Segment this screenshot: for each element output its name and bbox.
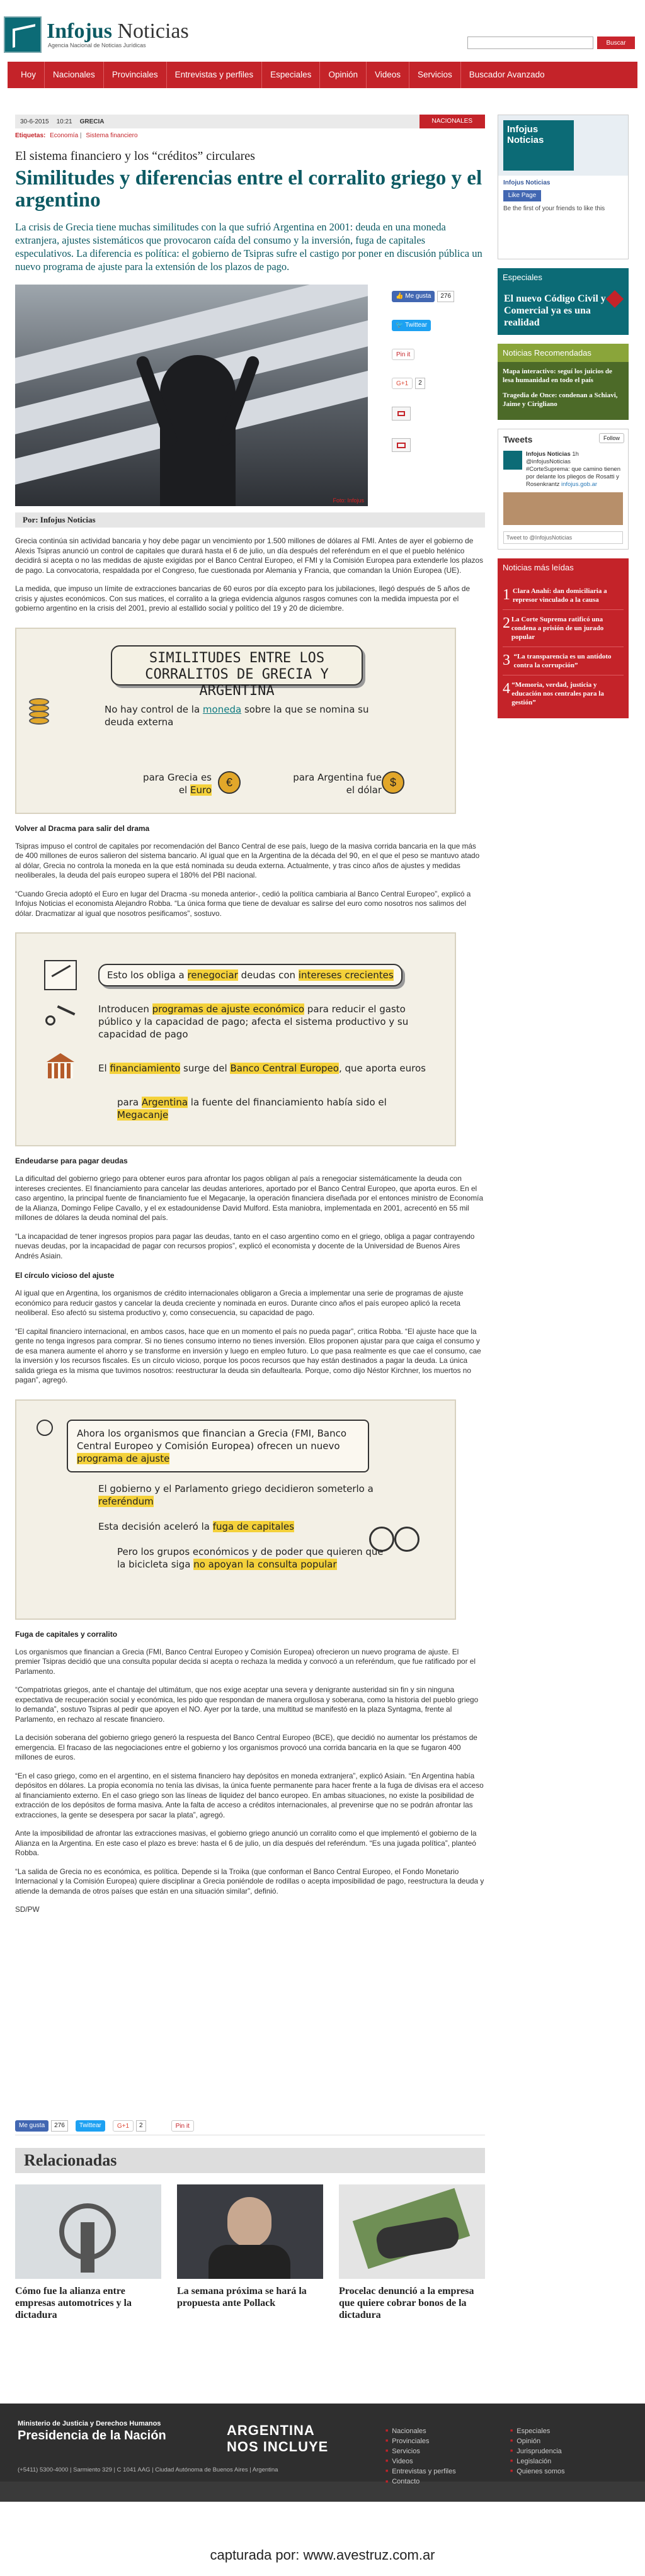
tags-line: Etiquetas: Economía | Sistema financiero xyxy=(15,132,138,139)
paragraph: La medida, que impuso un límite de extracciones bancarias de 60 euros por día excepto para los jubilaciones, llegó después de 5 años de crisis y ajustes económicos. Con sus matices, el corralito a la griega evidencia algunos rasgos comunes con la medida impuesta por el gobierno argentino en la crisis del 2001, previo al estallido social y político del 19 y 20 de diciembre. xyxy=(15,584,471,613)
related-title[interactable]: Procelac denunció a la empresa que quiere cobrar bonos de la dictadura xyxy=(339,2286,474,2320)
related-card[interactable] xyxy=(177,2184,323,2321)
site-header xyxy=(0,0,645,62)
tweet-button[interactable]: 🐦 Twittear xyxy=(392,320,431,331)
pointing-hand-icon xyxy=(37,1420,53,1436)
fb-like-button-bottom[interactable]: Me gusta xyxy=(15,2120,49,2132)
nav-servicios[interactable]: Servicios xyxy=(409,62,461,88)
logo-suffix: Noticias xyxy=(117,20,189,43)
footer-link[interactable]: ■ Videos xyxy=(385,2456,456,2466)
infographic-referendum: Ahora los organismos que financian a Grecia (FMI, Banco Central Europeo y Comisión Europea) ofrecen un nuevo programa de ajuste El gobierno y el Parlamento griego decidieron someterlo a referéndum Esta decisión aceleró la fuga de capitales Pero los grupos económicos y de poder que quieren que la bicicleta siga no apoyan la consulta popular xyxy=(15,1399,456,1620)
fb-like-count-bottom: 276 xyxy=(51,2120,68,2132)
section-badge[interactable]: NACIONALES xyxy=(420,115,485,128)
paragraph: “El capital financiero internacional, en ambos casos, hace que en un momento el país no pueda pagar”, critica Robba. “El ajuste hace que la gente no tenga ingresos para comprar. Si no tienes consumo interno no tienes inversión. Ellos proponen ajustar para que caiga el consumo y de esa manera aumente el ahorro y se transforme en inversión y luego en empleo futuro. Lo que pasa realmente es que cae el consumo, cae la inversión y los recursos fiscales. Es un círculo vicioso, porque los pocos recursos que hay están destinados a pagar la deuda. La única salida griega es la misma que tuvimos nosotros: reestructurar la deuda sin defaultearla. Porque, como dijo Néstor Kirchner, los muertos no pagan”, agregó. xyxy=(15,1326,481,1384)
infographic-similitudes: SIMILITUDES ENTRE LOS CORRALITOS DE GRECIA Y ARGENTINA No hay control de la moneda sobre la que se nomina su deuda externa para Grecia es el Euro € para Argentina fue el dólar $ xyxy=(15,628,456,814)
paragraph: La decisión soberana del gobierno griego generó la respuesta del Banco Central Europeo (BCE), que decidió no aumentar los préstamos de emergencia. El fracaso de las negociaciones entre el gobierno y los organismos provocó una corrida bancaria en la que se fugaron 400 millones de euros. xyxy=(15,1733,477,1761)
site-footer xyxy=(0,2404,645,2502)
logo-mark-icon xyxy=(4,16,42,53)
tweet-image[interactable] xyxy=(503,492,623,525)
chart-up-icon xyxy=(42,958,79,993)
gplus-button-bottom[interactable]: G+1 xyxy=(113,2120,134,2132)
article-title: Similitudes y diferencias entre el corralito griego y el argentino xyxy=(15,167,482,212)
paragraph: “La salida de Grecia no es económica, es política. Depende si la Troika (que conforman el Banco Central Europeo, el Fondo Monetario Internacional y la Comisión Europea) quiere disciplinar a Grecia poniéndole de rodillas o acepta imposibilidad de pago, reestructura la deuda y atiende la demanda de otros países que están en una situación similar”, definió. xyxy=(15,1867,484,1895)
paragraph: Los organismos que financian a Grecia (FMI, Banco Central Europeo y Comisión Europea) ofrecieron un nuevo programa de ajuste. El premier Tsipras decidió que una consulta popular decida si acepta o rechaza la medida y convocó a un referéndum, que fue ratificado por el Parlamento. xyxy=(15,1647,476,1676)
paragraph: Ante la imposibilidad de afrontar las extracciones masivas, el gobierno griego anunció un corralito como el que implementó el gobierno de la Alianza en la Argentina. En este caso el plazo es breve: hasta el 6 de julio, un día después del referéndum. “Es una jugada política”, planteó Robba. xyxy=(15,1829,477,1857)
tweets-heading: Tweets xyxy=(503,434,533,444)
section-heading: Endeudarse para pagar deudas xyxy=(15,1156,128,1165)
logo-tagline: Agencia Nacional de Noticias Jurídicas xyxy=(48,42,146,48)
print-icon[interactable] xyxy=(392,407,411,421)
tweet-button-bottom[interactable]: Twittear xyxy=(76,2120,105,2132)
facebook-widget xyxy=(498,115,629,259)
fb-like-page-button[interactable]: Like Page xyxy=(503,190,541,201)
paragraph: “En el caso griego, como en el argentino, en el sistema financiero hay depósitos en moneda extranjera”, explicó Asiain. “En Argentina había depósitos en dólares. La propia economía no tenía las divisas, la única fuente permanente para hacer frente a la fuga de divisas era el acceso al financiamiento externo. En el caso griego son las líneas de liquidez del banco europeo. En ambas situaciones, no existe la posibilidad de extracción de los depósitos de forma masiva. Ante la falta de acceso a créditos internacionales, al prevenirse que no se podrán afrontar las extracciones, la gente se desespera por sacar la plata”, agregó. xyxy=(15,1771,484,1819)
search-input[interactable] xyxy=(467,37,593,49)
tweet-link[interactable]: infojus.gob.ar xyxy=(561,481,598,488)
scissors-icon xyxy=(42,1004,79,1039)
article-section[interactable]: GRECIA xyxy=(79,118,105,125)
paragraph: Tsipras impuso el control de capitales por recomendación del Banco Central de ese país, luego de la masiva corrida bancaria en la que más de 400 millones de euros salieron del sistema bancario. Al igual que en la Argentina de la década del 90, en el que el peso se mantuvo atado al dólar, Grecia no controla la moneda en la que está nominada su deuda externa. Actualmente, y tras cinco años de ajustes y medidas neoliberales, la deuda del país europeo supera el 180% del PBI nacional. xyxy=(15,841,480,879)
footer-link[interactable]: ■ Jurisprudencia xyxy=(510,2446,565,2456)
recomendadas-box xyxy=(498,344,629,420)
related-heading: Relacionadas xyxy=(15,2148,485,2173)
bank-icon xyxy=(42,1051,79,1086)
footer-link[interactable]: ■ Especiales xyxy=(510,2426,565,2436)
infographic-title: SIMILITUDES ENTRE LOS CORRALITOS DE GRECIA Y ARGENTINA xyxy=(145,650,329,699)
article-kicker: El sistema financiero y los “créditos” circulares xyxy=(15,149,255,163)
footer-link[interactable]: ■ Entrevistas y perfiles xyxy=(385,2466,456,2477)
nav-especiales[interactable]: Especiales xyxy=(262,62,320,88)
main-nav xyxy=(8,62,637,88)
paragraph: Grecia continúa sin actividad bancaria y hoy debe pagar un vencimiento por 1.500 millones de dólares al FMI. Antes de ayer el gobierno de Alexis Tsipras anunció un control de capitales que durará hasta el 6 de julio, un día después del referéndum en el que el pueblo helénico decidirá si acepta o no las medidas de ajuste exigidas por el Banco Central Europeo, el FMI y la Comisión Europea para extenderle los plazos de pago. La convocatoria, respaldada por el Congreso, fue cuestionada por Alemania y Francia, que comandan la Unión Europea (UE). xyxy=(15,536,483,575)
article-photo[interactable] xyxy=(15,285,368,506)
nav-entrevistas[interactable]: Entrevistas y perfiles xyxy=(167,62,263,88)
footer-link[interactable]: ■ Nacionales xyxy=(385,2426,456,2436)
avatar[interactable] xyxy=(503,451,522,470)
footer-link[interactable]: ■ Opinión xyxy=(510,2436,565,2446)
mas-leida-item[interactable]: 3 “La transparencia es un antídoto contra la corrupción” xyxy=(503,647,624,675)
article-column xyxy=(15,115,485,1915)
section-heading: Fuga de capitales y corralito xyxy=(15,1629,118,1639)
email-icon[interactable] xyxy=(392,438,411,452)
related-image xyxy=(177,2184,323,2279)
article-lead: La crisis de Grecia tiene muchas similitudes con la que sufrió Argentina en 2001: deuda en una moneda extranjera, ajustes sistemáticos que provocaron caída del consumo y la inversión, fuga de capitales especulativos. La diferencia es política: el gobierno de Tsipras sufre el castigo por poner en discusión pública un nuevo programa de ajuste para la extensión de los plazos de pago. xyxy=(15,221,482,273)
fb-like-count: 276 xyxy=(437,291,454,302)
footer-link[interactable]: ■ Legislación xyxy=(510,2456,565,2466)
gplus-count: 2 xyxy=(415,378,425,389)
related-card[interactable] xyxy=(339,2184,485,2321)
footer-link[interactable]: ■ Quienes somos xyxy=(510,2466,565,2477)
gplus-button[interactable]: G+1 xyxy=(392,378,413,389)
twitter-widget xyxy=(498,429,629,550)
paragraph: “Cuando Grecia adoptó el Euro en lugar del Dracma -su moneda anterior-, cedió la política cambiaria al Banco Central Europeo”, explicó a Infojus Noticias el economista Alejandro Robba. “La única forma que tiene de devaluar es salirse del euro como nosotros nos salimos del dólar. Dracmatizar al igual que nosotros pesificamos”, sostuvo. xyxy=(15,889,471,918)
gplus-count-bottom: 2 xyxy=(136,2120,146,2132)
search-form xyxy=(467,37,635,49)
tag-sistema-financiero[interactable]: Sistema financiero xyxy=(86,132,138,139)
related-card[interactable] xyxy=(15,2184,161,2321)
pin-button[interactable]: Pin it xyxy=(392,349,414,360)
mas-leida-item[interactable]: 4 “Memoria, verdad, justicia y educación nos centrales para la gestión” xyxy=(503,681,604,706)
search-button[interactable]: Buscar xyxy=(597,37,635,49)
footer-address: (+5411) 5300-4000 | Sarmiento 329 | C 1041 AAG | Ciudad Autónoma de Buenos Aires | Argentina xyxy=(18,2466,278,2473)
bottom-share-bar xyxy=(15,2116,485,2135)
euro-icon: € xyxy=(218,771,241,794)
nav-videos[interactable]: Videos xyxy=(367,62,409,88)
bicycle-icon xyxy=(394,1527,420,1552)
fb-like-button[interactable]: 👍 Me gusta xyxy=(392,291,435,302)
footer-links-col2 xyxy=(510,2426,565,2477)
recomendada-item[interactable]: Tragedia de Once: condenan a Schiavi, Jaime y Cirigliano xyxy=(503,392,618,408)
related-image xyxy=(15,2184,161,2279)
related-section xyxy=(15,2148,485,2321)
paragraph: Al igual que en Argentina, los organismos de crédito internacionales obligaron a Grecia a implementar una serie de programas de ajuste económico para reducir gastos y cancelar la deuda creciente y nominada en euros. Durante cinco años el país europeo aplicó la receta neoliberal. Eso afectó su sistema productivo y, como consecuencia, su capacidad de pago. xyxy=(15,1289,464,1317)
footer-argentina-logo: ARGENTINA NOS INCLUYE xyxy=(227,2422,329,2455)
tag-economia[interactable]: Economía xyxy=(50,132,79,139)
fb-page-name[interactable]: Infojus Noticias xyxy=(503,179,551,186)
recomendada-item[interactable]: Mapa interactivo: seguí los juicios de lesa humanidad en todo el país xyxy=(503,368,612,384)
related-image xyxy=(339,2184,485,2279)
pin-button-bottom[interactable]: Pin it xyxy=(171,2120,194,2132)
nav-hoy[interactable]: Hoy xyxy=(13,62,45,88)
footer-links-col1 xyxy=(385,2426,456,2487)
related-title[interactable]: La semana próxima se hará la propuesta ante Pollack xyxy=(177,2286,307,2308)
especiales-item[interactable]: El nuevo Código Civil y Comercial ya es una realidad xyxy=(498,286,629,335)
sidebar xyxy=(498,115,629,727)
article-byline: Por: Infojus Noticias xyxy=(15,512,485,528)
dollar-icon: $ xyxy=(382,771,404,794)
article-body xyxy=(15,536,485,1915)
footer-link[interactable]: ■ Contacto xyxy=(385,2477,456,2487)
mas-leidas-box xyxy=(498,558,629,718)
especiales-box xyxy=(498,268,629,335)
section-heading: El círculo vicioso del ajuste xyxy=(15,1271,115,1280)
site-logo[interactable] xyxy=(4,16,189,53)
footer-org[interactable]: Ministerio de Justicia y Derechos Humanos Presidencia de la Nación xyxy=(18,2420,166,2443)
tweet-to-input[interactable]: Tweet to @InfojusNoticias xyxy=(503,531,623,544)
especiales-heading[interactable]: Especiales xyxy=(498,268,629,286)
logo-name: Infojus xyxy=(47,20,112,43)
section-heading: Volver al Dracma para salir del drama xyxy=(15,823,150,833)
footer-link[interactable]: ■ Provinciales xyxy=(385,2436,456,2446)
tweet: Infojus Noticias 1h @infojusNoticias #CorteSuprema: que camino tienen por delante los pliegos de Rosatti y Rosenkrantz infojus.gob.ar xyxy=(503,451,623,489)
infographic-deuda: Esto los obliga a renegociar deudas con intereses crecientes Introducen programas de ajuste económico para reducir el gasto público y la capacidad de pago; afecta el sistema productivo y su capacidad de pago El financiamiento surge del Banco Central Europeo, que aporta euros para Argentina la fuente del financiamiento había sido el Megacanje xyxy=(15,932,456,1146)
nav-buscador[interactable]: Buscador Avanzado xyxy=(469,70,545,79)
fb-friends-text: Be the first of your friends to like this xyxy=(503,205,605,212)
mas-leidas-heading: Noticias más leídas xyxy=(498,558,629,577)
article-date: 30-6-2015 xyxy=(20,118,49,125)
paragraph: “Compatriotas griegos, ante el chantaje del ultimátum, que nos exige aceptar una severa y denigrante austeridad sin fin y sin ninguna expectativa de recuperación social y económica, les pido que respondan de manera orgullosa y soberana, como la historia del pueblo griego lo demanda”, sostuvo Tsipras al pedir que apoyen el NO. Ayer por la tarde, una multitud se manifestó en la plaza Syntagma, frente al Parlamento, en rechazo al rescate financiero. xyxy=(15,1685,479,1724)
nav-opinion[interactable]: Opinión xyxy=(320,62,367,88)
paragraph: La dificultad del gobierno griego para obtener euros para afrontar los pagos obligan al país a renegociar sistemáticamente la deuda con intereses crecientes. El financiamiento para cancelar las deudas anteriores, aportado por el Banco Central Europeo, que aporta euros. En el caso argentino, la principal fuente de financiamiento fue el Megacanje, la operación financiera diseñada por el entonces ministro de Economía de la Alianza, Domingo Felipe Cavallo, y el ex estadounidense David Mulford. Esta maniobra, implementada en 2001, acrecentó en 55 mil millones de dólares la deuda nominal del país. xyxy=(15,1174,484,1222)
mas-leida-item[interactable]: 2 La Corte Suprema ratificó una condena a prisión de un jurado popular xyxy=(503,610,624,647)
twitter-follow-button[interactable]: Follow xyxy=(599,433,624,443)
nav-provinciales[interactable]: Provinciales xyxy=(104,62,167,88)
nav-nacionales[interactable]: Nacionales xyxy=(45,62,104,88)
paragraph: “La incapacidad de tener ingresos propios para pagar las deudas, tanto en el caso argentino como en el griego, obliga a pagar contrayendo nuevas deudas, por la incapacidad de pagar con recursos propios”, explicó el economista y docente de la Universidad de Buenos Aires Andrés Asiain. xyxy=(15,1231,475,1260)
footer-link[interactable]: ■ Servicios xyxy=(385,2446,456,2456)
recomendadas-heading: Noticias Recomendadas xyxy=(498,344,629,362)
mas-leida-item[interactable]: 1 Clara Anahí: dan domiciliaria a represor vinculado a la causa xyxy=(503,582,624,610)
share-column xyxy=(392,285,480,506)
article-meta-bar xyxy=(15,115,485,128)
article-signature: SD/PW xyxy=(15,1905,40,1914)
fb-page-logo[interactable]: Infojus Noticias xyxy=(503,120,574,171)
article-time: 10:21 xyxy=(56,118,72,125)
capture-caption: capturada por: www.avestruz.com.ar xyxy=(210,2547,435,2563)
related-title[interactable]: Cómo fue la alianza entre empresas automotrices y la dictadura xyxy=(15,2286,132,2320)
tags-label: Etiquetas: xyxy=(15,132,46,139)
photo-credit: Foto: Infojus xyxy=(333,497,364,504)
